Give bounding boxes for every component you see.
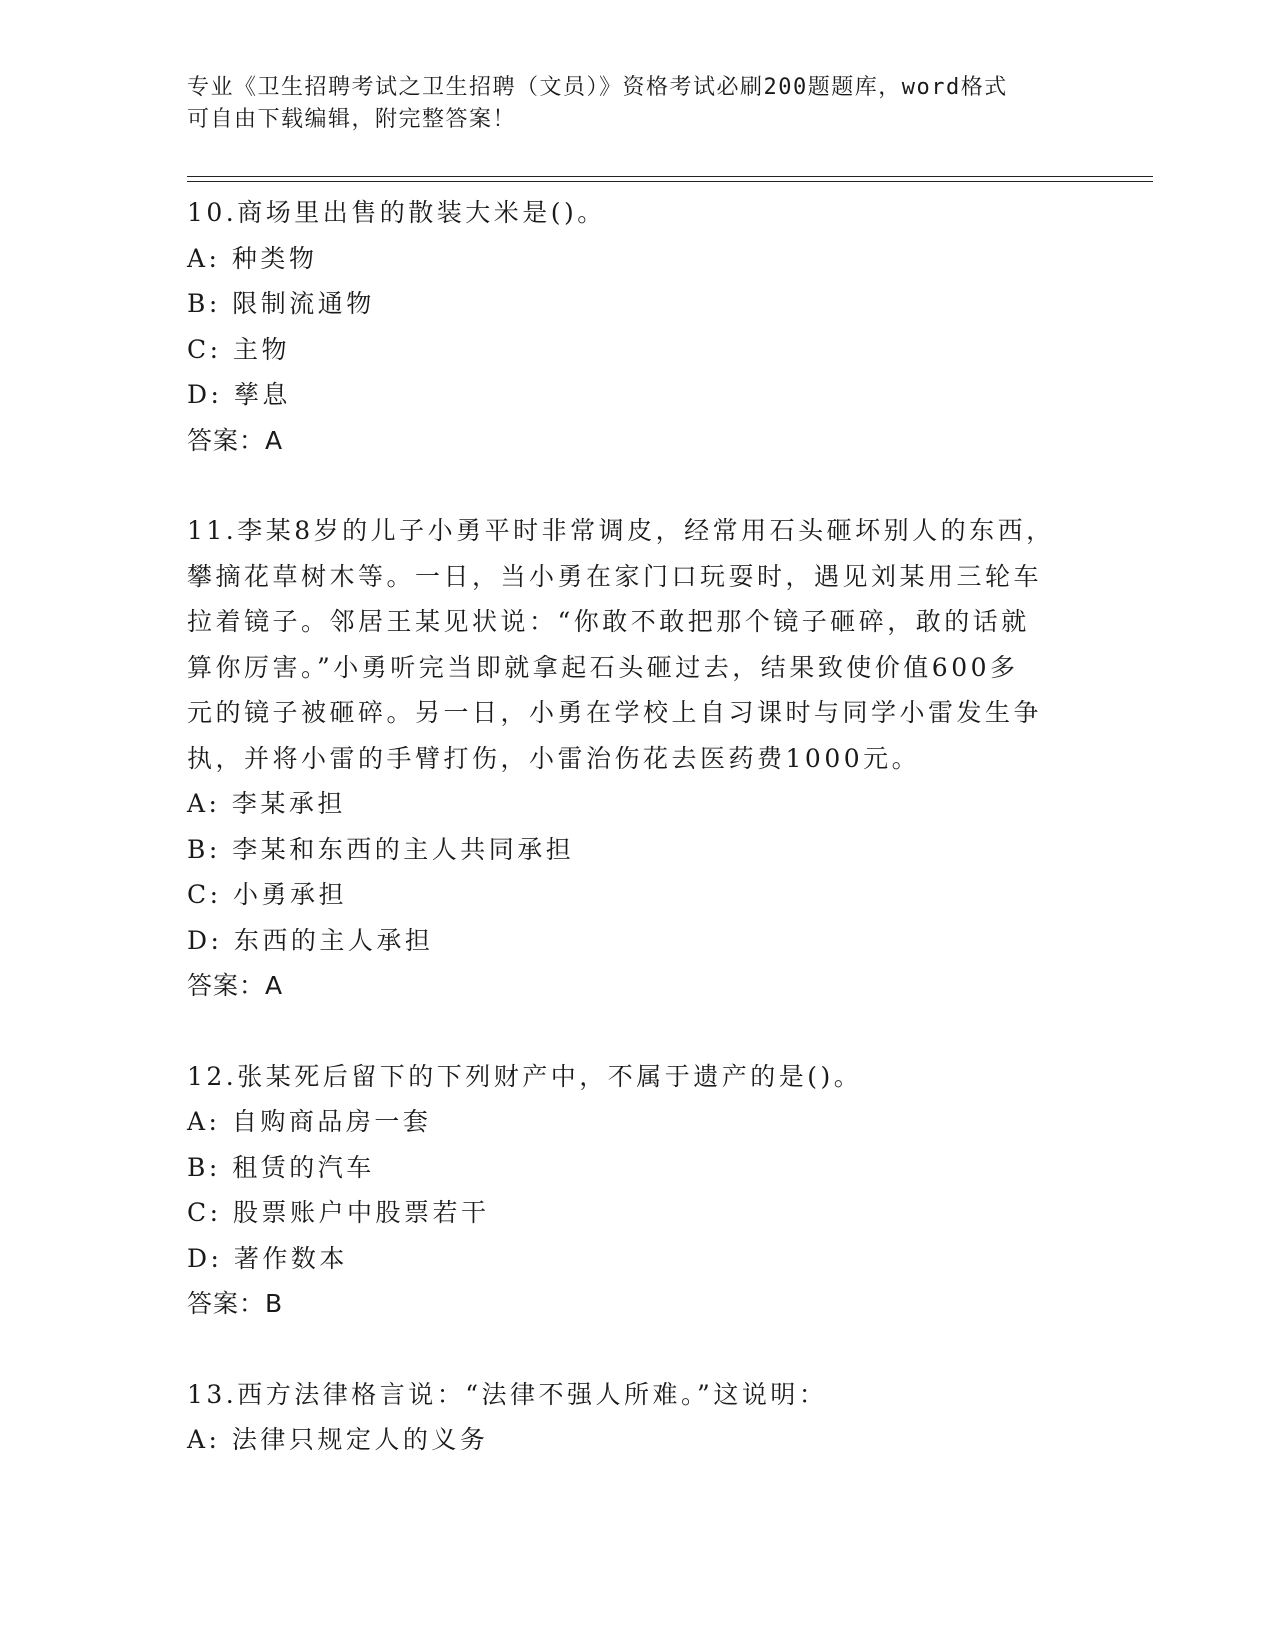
option-b: B: 李某和东西的主人共同承担: [187, 834, 575, 864]
option-a: A: 种类物: [187, 243, 318, 273]
question-text: 12.张某死后留下的下列财产中，不属于遗产的是()。: [187, 1061, 863, 1091]
question-text-line-4: 算你厉害。”小勇听完当即就拿起石头砸过去，结果致使价值600多: [187, 652, 1019, 682]
answer-label: 答案：A: [187, 425, 284, 455]
header-divider-bottom: [187, 181, 1153, 182]
option-a: A: 法律只规定人的义务: [187, 1425, 489, 1454]
question-11: [187, 508, 1067, 1009]
question-12: [187, 1054, 1067, 1327]
option-d: D: 东西的主人承担: [187, 925, 434, 955]
option-d: D: 孳息: [187, 380, 291, 409]
spacer: [187, 463, 1067, 508]
spacer: [187, 1009, 1067, 1054]
option-a: A: 自购商品房一套: [187, 1107, 432, 1136]
document-header: [187, 72, 1067, 136]
option-b: B: 限制流通物: [187, 289, 375, 318]
question-list: [187, 190, 1067, 1463]
question-text-line-6: 执，并将小雷的手臂打伤，小雷治伤花去医药费1000元。: [187, 743, 921, 773]
question-text-line-5: 元的镜子被砸碎。另一日，小勇在学校上自习课时与同学小雷发生争: [187, 698, 1043, 727]
option-a: A: 李某承担: [187, 789, 346, 818]
question-text-line-1: 11.李某8岁的儿子小勇平时非常调皮，经常用石头砸坏别人的东西，: [187, 516, 1055, 545]
option-c: C: 主物: [187, 334, 290, 364]
question-text: 10.商场里出售的散装大米是()。: [187, 198, 606, 227]
question-13: [187, 1372, 1067, 1463]
option-d: D: 著作数本: [187, 1243, 348, 1273]
question-text: 13.西方法律格言说：“法律不强人所难。”这说明：: [187, 1379, 828, 1409]
question-text-line-3: 拉着镜子。邻居王某见状说：“你敢不敢把那个镜子砸碎，敢的话就: [187, 607, 1030, 636]
question-10: [187, 190, 1067, 463]
option-c: C: 小勇承担: [187, 880, 347, 909]
header-line-1: 专业《卫生招聘考试之卫生招聘（文员）》资格考试必刷200题题库，word格式: [187, 75, 1008, 100]
answer-label: 答案：B: [187, 1289, 284, 1318]
option-b: B: 租赁的汽车: [187, 1152, 375, 1182]
answer-label: 答案：A: [187, 971, 284, 1000]
spacer: [187, 1327, 1067, 1372]
option-c: C: 股票账户中股票若干: [187, 1198, 490, 1227]
question-text-line-2: 攀摘花草树木等。一日，当小勇在家门口玩耍时，遇见刘某用三轮车: [187, 561, 1043, 591]
header-line-2: 可自由下载编辑，附完整答案！: [187, 107, 517, 132]
header-divider-top: [187, 176, 1153, 177]
